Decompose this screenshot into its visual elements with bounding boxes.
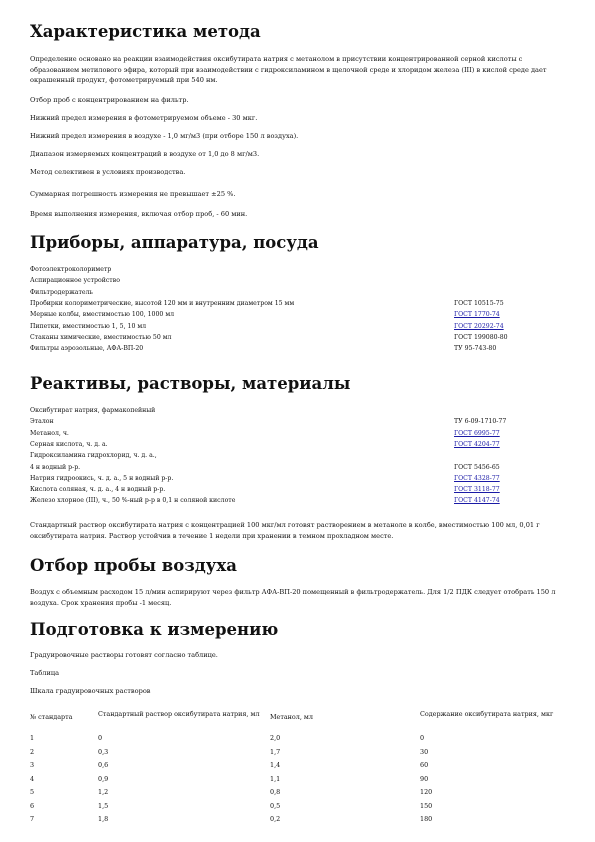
table-header-cell: № стандарта — [30, 713, 73, 721]
list-item — [30, 416, 565, 427]
section-title-preparation: Подготовка к измерению — [30, 620, 279, 639]
reagents-note: Стандартный раствор оксибутирата натрия с концентрацией 100 мкг/мл готовят растворением в метаноле в колбе, вместимостью 100 мл, 0,01 г оксибутирата натрия. Раствор устойчив в течение 1 недели при хранении в темном прохладном месте. — [30, 521, 540, 540]
list-item — [30, 343, 565, 354]
method-paragraph: Диапазон измеряемых концентраций в воздухе от 1,0 до 8 мг/м3. — [30, 150, 260, 158]
item-name: Мерные колбы, вместимостью 100, 1000 мл — [30, 311, 175, 319]
list-item — [30, 332, 565, 343]
table-cell: 2,0 — [270, 734, 281, 742]
preparation-intro: Градуировочные растворы готовят согласно таблице. — [30, 651, 218, 659]
method-paragraph: Нижний предел измерения в фотометрируемом объеме - 30 мкг. — [30, 114, 258, 122]
item-name: Натрия гидроокись, ч. д. а., 5 н водный р-р. — [30, 474, 174, 482]
method-paragraph: Нижний предел измерения в воздухе - 1,0 мг/м3 (при отборе 150 л воздуха). — [30, 132, 299, 140]
list-item — [30, 439, 565, 450]
standard-code: ТУ 6-09-1710-77 — [454, 418, 507, 426]
table-cell: 7 — [30, 815, 35, 823]
standard-link[interactable]: ГОСТ 1770-74 — [454, 311, 500, 319]
table-cell: 4 — [30, 774, 35, 783]
list-item — [30, 309, 565, 320]
method-paragraph: Отбор проб с концентрированием на фильтр. — [30, 96, 189, 104]
standard-link[interactable]: ГОСТ 4204-77 — [454, 440, 500, 448]
section-title-equipment: Приборы, аппаратура, посуда — [30, 233, 319, 252]
method-paragraph: Метод селективен в условиях производства. — [30, 168, 186, 176]
standard-code: ГОСТ 199080-80 — [454, 333, 508, 341]
standard-link[interactable]: ГОСТ 6995-77 — [454, 429, 500, 437]
list-item — [30, 287, 565, 298]
item-name: Кислота соляная, ч. д. а., 4 н водный р-р. — [30, 486, 166, 494]
item-name: Метанол, ч. — [30, 429, 69, 437]
list-item — [30, 264, 565, 275]
list-item — [30, 405, 565, 416]
table-cell: 6 — [30, 801, 35, 810]
standard-code: ТУ 95-743-80 — [454, 345, 497, 353]
list-item — [30, 321, 565, 332]
table-cell: 30 — [420, 747, 429, 756]
table-cell: 0,2 — [270, 815, 281, 823]
list-item — [30, 428, 565, 439]
table-cell: 1 — [30, 734, 35, 742]
list-item — [30, 473, 565, 484]
list-item — [30, 275, 565, 286]
table-cell: 1,7 — [270, 747, 281, 756]
item-name: Пипетки, вместимостью 1, 5, 10 мл — [30, 322, 147, 330]
table-cell: 90 — [420, 774, 429, 783]
table-row — [30, 732, 565, 745]
table-cell: 150 — [420, 801, 433, 810]
item-name: Фильтры аэрозольные, АФА-ВП-20 — [30, 345, 144, 353]
standard-link[interactable]: ГОСТ 20292-74 — [454, 322, 504, 330]
standard-code: ГОСТ 10515-75 — [454, 299, 504, 307]
standard-link[interactable]: ГОСТ 4328-77 — [454, 474, 500, 482]
table-row — [30, 759, 565, 772]
standard-link[interactable]: ГОСТ 4147-74 — [454, 497, 500, 505]
item-name: Гидроксиламина гидрохлорид, ч. д. а., — [30, 452, 157, 460]
method-paragraph: Определение основано на реакции взаимодействия оксибутирата натрия с метанолом в присутствии концентрированной серной кислоты с образованием метилового эфира, который при взаимодействии с гидроксиламином в щелочной среде и хлоридом железа (III) в кислой среде дает окрашенный продукт, фотометрируемый при 540 нм. — [30, 55, 547, 84]
table-cell: 0,5 — [270, 801, 281, 810]
table-cell: 3 — [30, 761, 35, 769]
table-cell: 0,9 — [98, 774, 109, 783]
table-row — [30, 813, 565, 826]
table-cell: 1,5 — [98, 801, 109, 810]
list-item — [30, 462, 565, 473]
item-name: Серная кислота, ч. д. а. — [30, 440, 108, 448]
table-cell: 0,6 — [98, 761, 109, 769]
item-name: 4 н водный р-р. — [30, 463, 81, 471]
table-title: Шкала градуировочных растворов — [30, 687, 151, 695]
standard-link[interactable]: ГОСТ 3118-77 — [454, 486, 500, 494]
list-item — [30, 484, 565, 495]
item-name: Фильтродержатель — [30, 288, 93, 296]
table-cell: 5 — [30, 788, 35, 796]
sampling-text: Воздух с объемным расходом 15 л/мин аспирируют через фильтр АФА-ВП-20 помещенный в фильтродержатель. Для 1/2 ПДК следует отобрать 150 л воздуха. Срок хранения пробы -1 месяц. — [30, 588, 556, 607]
table-cell: 180 — [420, 815, 433, 823]
table-cell: 1,2 — [98, 788, 109, 796]
table-header-cell: Содержание оксибутирата натрия, мкг — [420, 710, 554, 718]
table-cell: 0,3 — [98, 747, 109, 756]
item-name: Оксибутират натрия, фармакопейный — [30, 407, 156, 414]
table-header-cell: Метанол, мл — [270, 713, 313, 721]
item-name: Фотоэлектроколориметр — [30, 266, 112, 273]
table-row — [30, 786, 565, 799]
section-title-method: Характеристика метода — [30, 22, 261, 41]
table-label: Таблица — [30, 669, 60, 677]
item-name: Железо хлорное (III), ч., 50 %-ный р-р в 0,1 н соляной кислоте — [30, 497, 236, 505]
table-cell: 0 — [420, 734, 425, 742]
item-name: Пробирки колориметрические, высотой 120 мм и внутренним диаметром 15 мм — [30, 299, 295, 307]
table-cell: 0,8 — [270, 788, 281, 796]
table-cell: 1,4 — [270, 761, 281, 769]
method-paragraph: Суммарная погрешность измерения не превышает ±25 %. — [30, 190, 236, 198]
list-item — [30, 298, 565, 309]
table-cell: 60 — [420, 761, 429, 769]
table-row — [30, 773, 565, 786]
method-paragraph: Время выполнения измерения, включая отбор проб, - 60 мин. — [30, 210, 248, 218]
table-cell: 1,1 — [270, 774, 281, 783]
item-name: Аспирационное устройство — [30, 277, 120, 285]
table-cell: 120 — [420, 788, 433, 796]
list-item — [30, 450, 565, 461]
table-row — [30, 800, 565, 813]
table-cell: 1,8 — [98, 815, 109, 823]
item-name: Эталон — [30, 418, 54, 426]
table-cell: 2 — [30, 747, 35, 756]
list-item — [30, 495, 565, 506]
table-cell: 0 — [98, 734, 103, 742]
table-row — [30, 746, 565, 759]
table-header-cell: Стандартный раствор оксибутирата натрия, мл — [98, 710, 260, 718]
section-title-reagents: Реактивы, растворы, материалы — [30, 374, 351, 393]
section-title-sampling: Отбор пробы воздуха — [30, 556, 237, 575]
item-name: Стаканы химические, вместимостью 50 мл — [30, 333, 172, 341]
standard-code: ГОСТ 5456-65 — [454, 463, 500, 471]
